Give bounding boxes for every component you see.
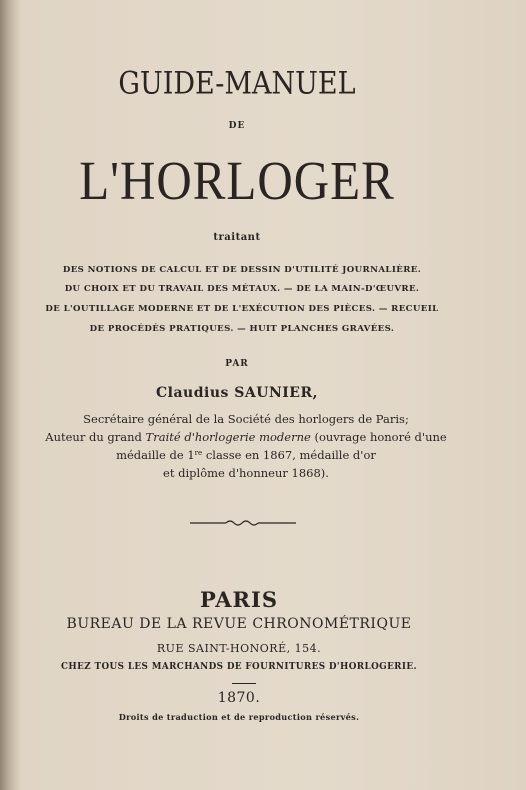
description-line-1: DES NOTIONS DE CALCUL ET DE DESSIN D'UTILITÉ JOURNALIÈRE. — [62, 265, 422, 275]
publisher-name: BUREAU DE LA REVUE CHRONOMÉTRIQUE — [66, 616, 412, 632]
book-gutter — [0, 0, 22, 790]
author-name: Claudius SAUNIER, — [156, 385, 318, 401]
rights-notice: Droits de traduction et de reproduction réservés. — [118, 712, 360, 722]
credit-line-3-prefix: médaille de 1 — [116, 448, 195, 462]
ornament-divider — [190, 518, 296, 528]
author-credit-line-3 — [34, 448, 458, 462]
short-rule — [232, 683, 256, 684]
city-paris: PARIS — [200, 587, 278, 612]
traitant-text: traitant — [213, 232, 261, 243]
credit-line-2-suffix: (ouvrage honoré d'une — [310, 430, 447, 444]
author-credit-line-2 — [34, 430, 458, 444]
par-text: PAR — [225, 359, 249, 369]
description-line-3: DE L'OUTILLAGE MODERNE ET DE L'EXÉCUTION DES PIÈCES. — RECUEIL — [45, 304, 439, 314]
title-horloger: L'HORLOGER — [79, 149, 395, 212]
title-de: DE — [228, 121, 246, 131]
description-line-2: DU CHOIX ET DU TRAVAIL DES MÉTAUX. — DE LA MAIN-D'ŒUVRE. — [64, 284, 420, 294]
credit-line-2-prefix: Auteur du grand — [45, 430, 146, 444]
publication-year: 1870. — [217, 690, 261, 706]
title-page — [22, 0, 526, 790]
credit-line-3-suffix: classe en 1867, médaille d'or — [202, 448, 376, 462]
author-credit-line-4: et diplôme d'honneur 1868). — [163, 466, 329, 480]
description-line-4: DE PROCÉDÉS PRATIQUES. — HUIT PLANCHES GRAVÉES. — [89, 324, 395, 334]
sellers-note: CHEZ TOUS LES MARCHANDS DE FOURNITURES D'HORLOGERIE. — [61, 662, 417, 672]
title-guide-manuel: GUIDE-MANUEL — [118, 65, 356, 102]
publisher-address: RUE SAINT-HONORÉ, 154. — [156, 642, 322, 655]
credit-book-title: Traité d'horlogerie moderne — [145, 430, 311, 444]
author-credit-line-1: Secrétaire général de la Société des horlogers de Paris; — [83, 412, 409, 426]
credit-superscript: re — [194, 449, 203, 457]
